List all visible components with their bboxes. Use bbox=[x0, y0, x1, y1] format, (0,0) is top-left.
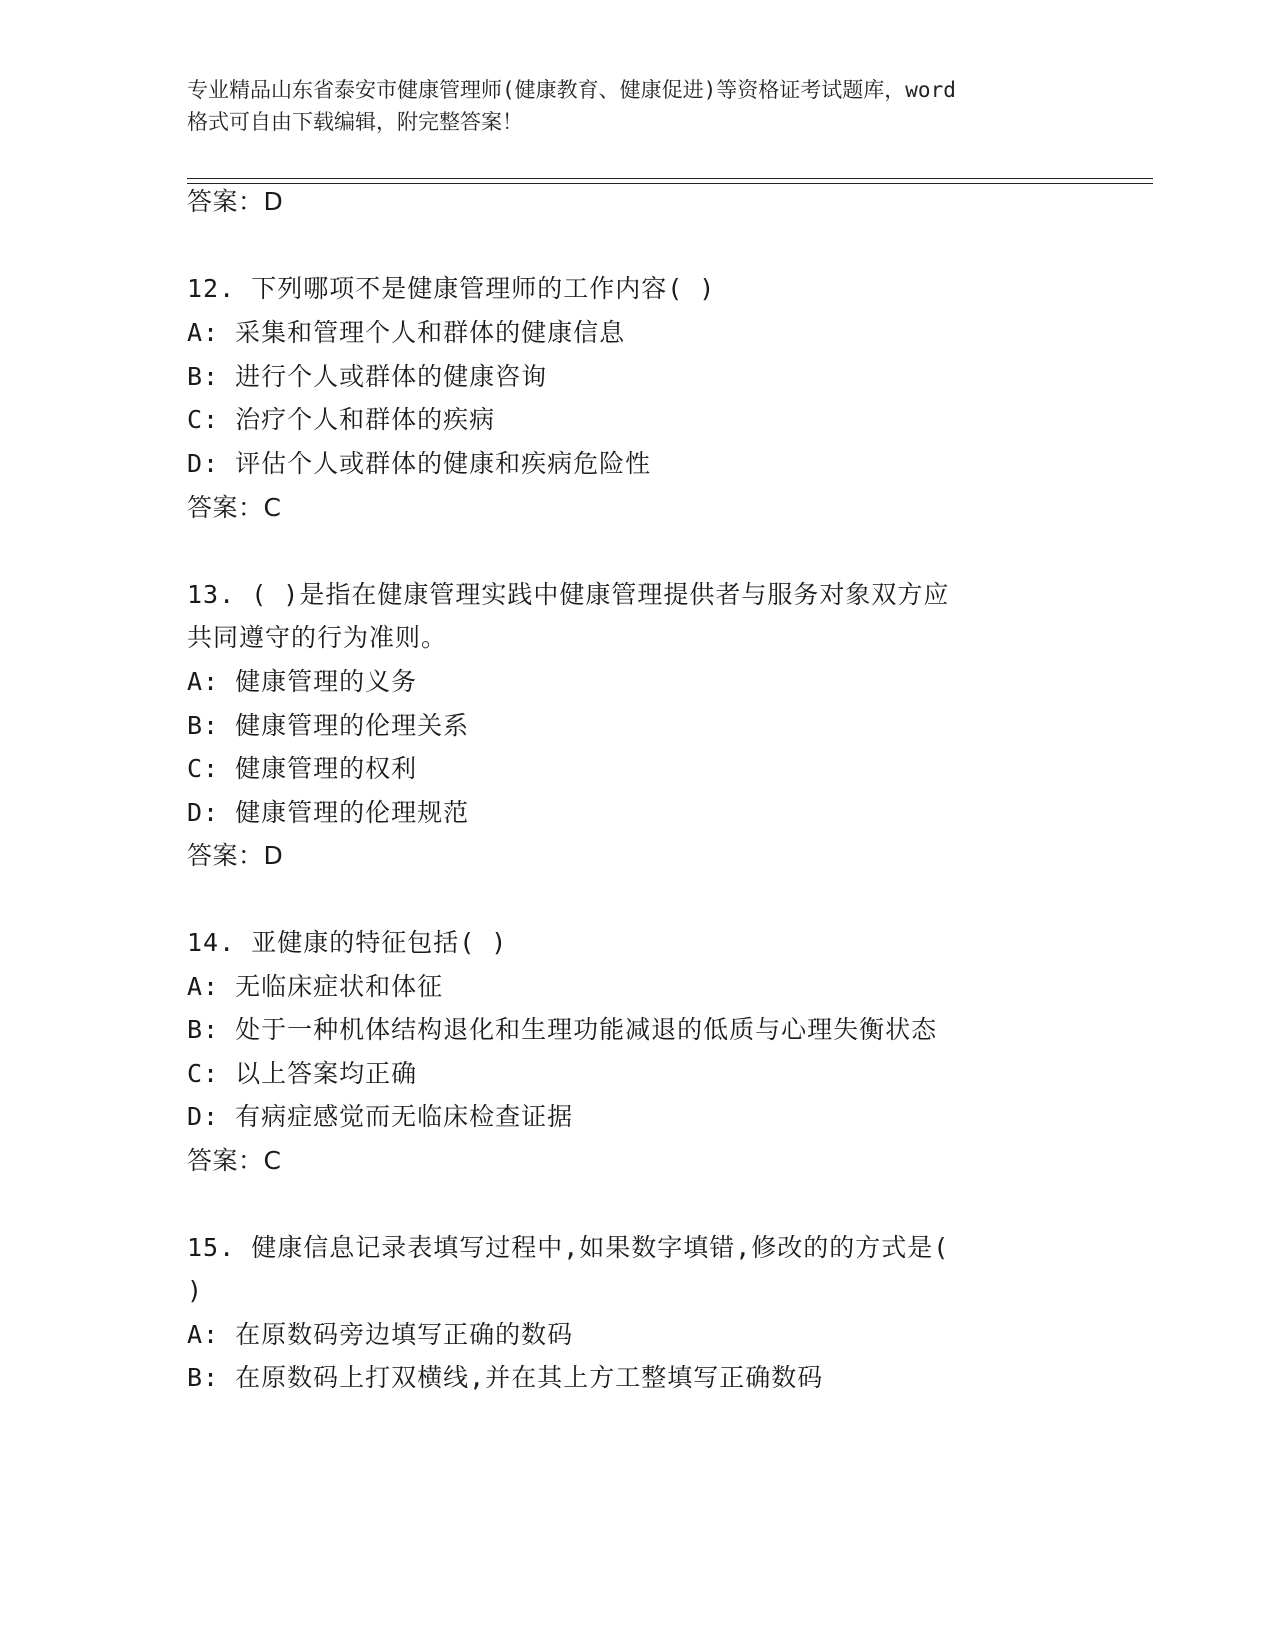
question-12-option-d: D: 评估个人或群体的健康和疾病危险性 bbox=[187, 449, 652, 478]
question-14-option-d: D: 有病症感觉而无临床检查证据 bbox=[187, 1102, 574, 1131]
question-14-answer: 答案：C bbox=[187, 1146, 282, 1175]
answer-prev: 答案：D bbox=[187, 187, 284, 216]
header-line-2: 格式可自由下载编辑，附完整答案！ bbox=[187, 110, 523, 134]
question-14-stem: 14. 亚健康的特征包括( ) bbox=[187, 928, 508, 957]
question-15-stem-cont: ) bbox=[187, 1276, 204, 1305]
header-divider bbox=[187, 178, 1153, 179]
question-14-option-b: B: 处于一种机体结构退化和生理功能减退的低质与心理失衡状态 bbox=[187, 1015, 938, 1044]
question-13-stem: 13. ( )是指在健康管理实践中健康管理提供者与服务对象双方应 bbox=[187, 580, 950, 609]
document-header bbox=[187, 74, 1087, 138]
question-12-option-c: C: 治疗个人和群体的疾病 bbox=[187, 405, 496, 434]
question-12-option-b: B: 进行个人或群体的健康咨询 bbox=[187, 362, 548, 391]
question-12-option-a: A: 采集和管理个人和群体的健康信息 bbox=[187, 318, 626, 347]
question-15-option-b: B: 在原数码上打双横线,并在其上方工整填写正确数码 bbox=[187, 1363, 824, 1392]
question-12-stem: 12. 下列哪项不是健康管理师的工作内容( ) bbox=[187, 274, 716, 303]
question-15-option-a: A: 在原数码旁边填写正确的数码 bbox=[187, 1320, 574, 1349]
question-13-option-b: B: 健康管理的伦理关系 bbox=[187, 711, 470, 740]
question-13-stem-cont: 共同遵守的行为准则。 bbox=[187, 623, 448, 652]
question-13-option-d: D: 健康管理的伦理规范 bbox=[187, 798, 470, 827]
question-13-option-a: A: 健康管理的义务 bbox=[187, 667, 418, 696]
question-13-answer: 答案：D bbox=[187, 841, 284, 870]
header-line-1: 专业精品山东省泰安市健康管理师(健康教育、健康促进)等资格证考试题库，word bbox=[187, 78, 956, 102]
header-divider-double bbox=[187, 183, 1153, 184]
question-14-option-c: C: 以上答案均正确 bbox=[187, 1059, 418, 1088]
question-14-option-a: A: 无临床症状和体征 bbox=[187, 972, 444, 1001]
question-15-stem: 15. 健康信息记录表填写过程中,如果数字填错,修改的的方式是( bbox=[187, 1233, 950, 1262]
question-13-option-c: C: 健康管理的权利 bbox=[187, 754, 418, 783]
question-12-answer: 答案：C bbox=[187, 493, 282, 522]
